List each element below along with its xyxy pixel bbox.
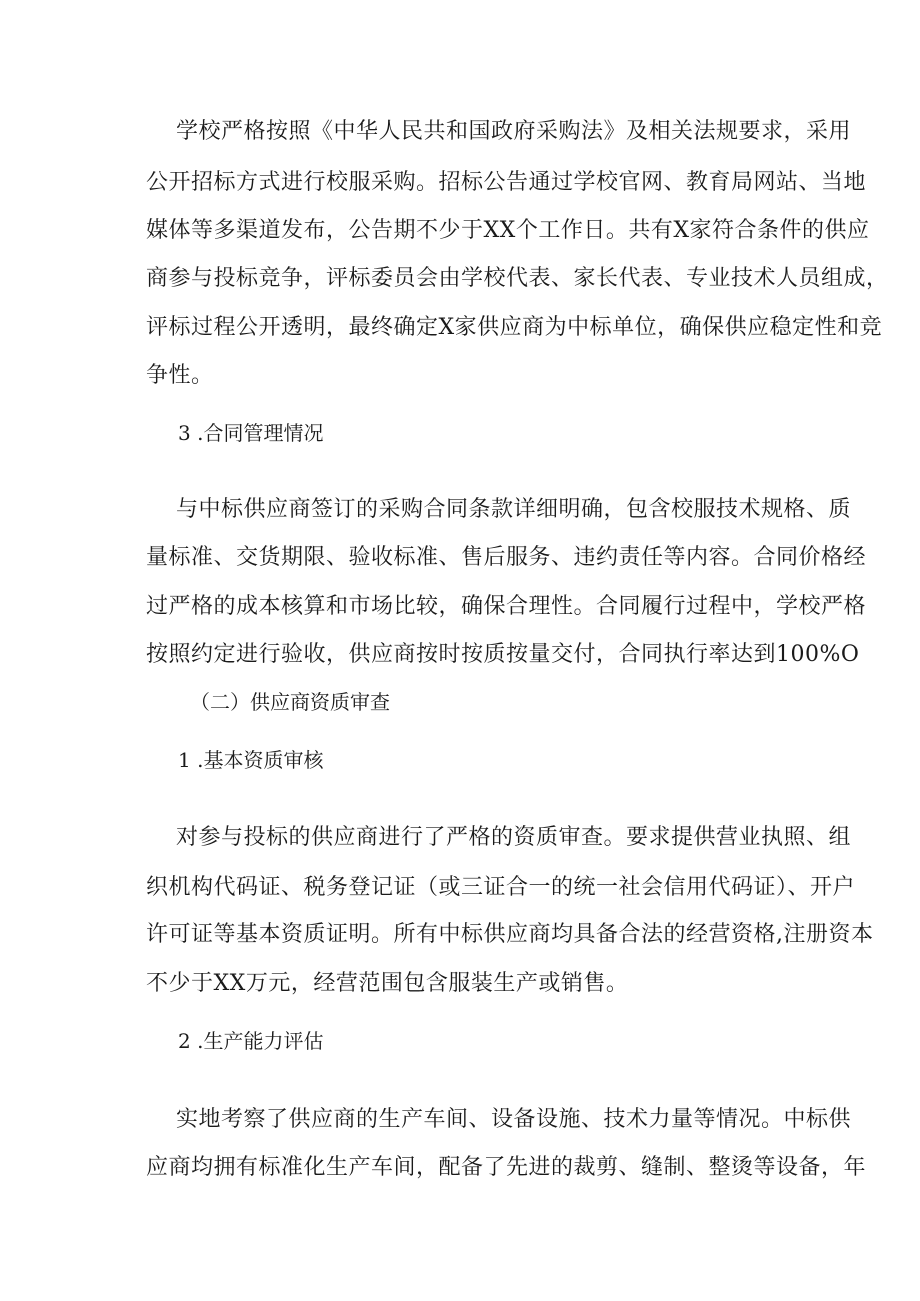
- paragraph-line: 实地考察了供应商的生产车间、设备设施、技术力量等情况。中标供: [176, 1107, 852, 1132]
- paragraph-line: 评标过程公开透明，最终确定X家供应商为中标单位，确保供应稳定性和竞: [146, 315, 883, 340]
- paragraph-line: 商参与投标竞争，评标委员会由学校代表、家长代表、专业技术人员组成，: [146, 266, 889, 291]
- paragraph-line: 按照约定进行验收，供应商按时按质按量交付，合同执行率达到100%O: [146, 642, 860, 667]
- paragraph-line: 量标准、交货期限、验收标准、售后服务、违约责任等内容。合同价格经: [146, 545, 867, 570]
- section-heading-production-capacity: 2 .生产能力评估: [178, 1029, 324, 1053]
- paragraph-line: 织机构代码证、税务登记证（或三证合一的统一社会信用代码证）、开户: [146, 875, 856, 900]
- paragraph-line: 媒体等多渠道发布，公告期不少于XX个工作日。共有X家符合条件的供应: [146, 218, 870, 243]
- paragraph-line: 对参与投标的供应商进行了严格的资质审查。要求提供营业执照、组: [176, 825, 852, 850]
- section-heading-basic-qualification: 1 .基本资质审核: [178, 748, 324, 772]
- paragraph-line: 与中标供应商签订的采购合同条款详细明确，包含校服技术规格、质: [176, 497, 852, 522]
- paragraph-line: 不少于XX万元，经营范围包含服装生产或销售。: [146, 971, 629, 996]
- paragraph-line: 过严格的成本核算和市场比较，确保合理性。合同履行过程中，学校严格: [146, 594, 867, 619]
- section-heading-contract: 3 .合同管理情况: [178, 421, 324, 445]
- paragraph-line: 应商均拥有标准化生产车间，配备了先进的裁剪、缝制、整烫等设备，年: [146, 1155, 867, 1180]
- section-heading-supplier-review: （二）供应商资质审查: [190, 690, 390, 714]
- paragraph-line: 许可证等基本资质证明。所有中标供应商均具备合法的经营资格,注册资本: [146, 922, 874, 947]
- paragraph-line: 争性。: [146, 363, 214, 388]
- paragraph-line: 学校严格按照《中华人民共和国政府采购法》及相关法规要求，采用: [176, 119, 852, 144]
- paragraph-line: 公开招标方式进行校服采购。招标公告通过学校官网、教育局网站、当地: [146, 170, 867, 195]
